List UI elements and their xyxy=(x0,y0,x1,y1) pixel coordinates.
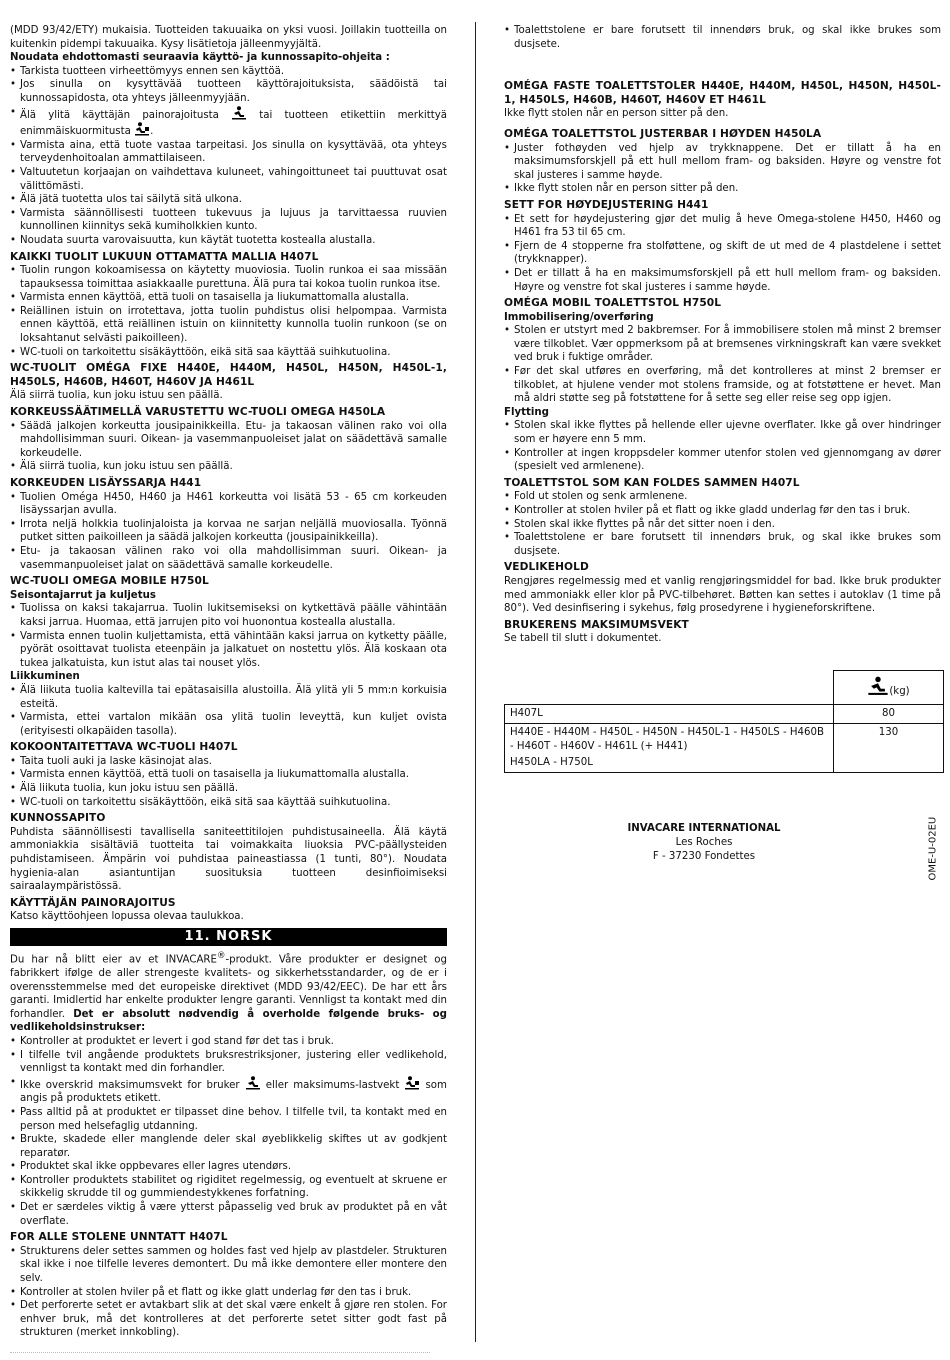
list-item-text: eller maksimums-lastvekt xyxy=(265,1079,400,1091)
list-item: • Tarkista tuotteen virheettömyys ennen sen käyttöä. xyxy=(10,65,447,79)
list-item: • Juster fothøyden ved hjelp av trykknappene. Det er tillatt å ha en maksimumsforskjell på ett hull mellom fram- og baksiden. Høyre og venstre fot skal justeres i samme høyde. xyxy=(504,142,941,183)
list-item: • Älä ylitä käyttäjän painorajoitusta tai tuotteen etikettiin merkittyä enimmäiskuormitusta . xyxy=(10,106,447,139)
norsk-intro xyxy=(10,950,447,1035)
list-item: • Før det skal utføres en overføring, må det kontrolleres at minst 2 bremser er tilkoblet, at hjulene vender mot stolens framside, og at fotstøttene er hevet. Man må aldri støtte seg på fotstøttene for å sette seg eller reise seg opp igjen. xyxy=(504,365,941,406)
load-weight-icon xyxy=(134,122,150,136)
list-item: • Etu- ja takaosan välinen rako voi olla mahdollisimman suuri. Oikean- ja vasemmanpuoleiset jalat on säädettävä samalle korkeudelle. xyxy=(10,545,447,572)
spacer xyxy=(504,121,941,125)
list-item: • Strukturens deler settes sammen og holdes fast ved hjelp av plastdeler. Strukturen skal ikke i noe tilfelle leveres demontert. Du må ikke demontere eller montere den selv. xyxy=(10,1245,447,1286)
section-heading: KOKOONTAITETTAVA WC-TUOLI H407L xyxy=(10,741,238,754)
table-cell xyxy=(505,723,834,772)
section-list xyxy=(504,142,941,196)
section-heading: KORKEUDEN LISÄYSSARJA H441 xyxy=(10,477,202,489)
list-item: • Et sett for høydejustering gjør det mulig å heve Omega-stolene H450, H460 og H461 fra 53 til 65 cm. xyxy=(504,213,941,240)
section-text: Se tabell til slutt i dokumentet. xyxy=(504,633,662,645)
list-item xyxy=(10,1076,447,1106)
list-item: • Varmista ennen käyttöä, että tuoli on tasaisella ja liukumattomalla alustalla. xyxy=(10,768,447,782)
section-list xyxy=(504,213,941,295)
list-item: • Tuolien Oméga H450, H460 ja H461 korkeutta voi lisätä 53 - 65 cm korkeuden lisäyssarjan avulla. xyxy=(10,491,447,518)
section-heading: OMÉGA TOALETTSTOL JUSTERBAR I HØYDEN H450LA xyxy=(504,127,822,140)
list-item: • Noudata suurta varovaisuutta, kun käytät tuotetta kostealla alustalla. xyxy=(10,234,447,248)
intro-bold: Det er absolutt nødvendig å overholde følgende bruks- og vedlikeholdsinstrukser: xyxy=(10,1008,447,1034)
user-weight-icon xyxy=(245,1076,261,1090)
spacer xyxy=(504,51,941,77)
table-row xyxy=(505,723,944,772)
subsection-heading: Immobilisering/overføring xyxy=(504,311,654,323)
list-item-text: Ikke overskrid maksimumsvekt for bruker xyxy=(20,1079,240,1091)
list-item: • Ikke flytt stolen når en person sitter på den. xyxy=(504,182,941,196)
list-item: • Älä liikuta tuolia kaltevilla tai epätasaisilla alustoilla. Älä ylitä yli 5 mm:n korkuisia esteitä. xyxy=(10,684,447,711)
list-item: • Kontroller at stolen hviler på et flatt og ikke gladd underlag før den tas i bruk. xyxy=(504,504,941,518)
list-item: • Kontroller at ingen kroppsdeler kommer utenfor stolen ved gjennomgang av dører (spesielt ved armlenene). xyxy=(504,447,941,474)
list-item: • Varmista ennen käyttöä, että tuoli on tasaisella ja liukumattomalla alustalla. xyxy=(10,291,447,305)
section-list xyxy=(10,684,447,738)
user-weight-icon xyxy=(867,676,889,696)
intro-text: (MDD 93/42/ETY) mukaisia. Tuotteiden takuuaika on yksi vuosi. Joillakin tuotteilla on kuitenkin pidempi takuuaika. Kysy lisätietoja jälleenmyyjältä. xyxy=(10,25,447,50)
list-item: • Pass alltid på at produktet er tilpasset dine behov. I tilfelle tvil, ta kontakt med en person med helsefaglig utdanning. xyxy=(10,1106,447,1133)
list-item: • Kontroller at produktet er levert i god stand før det tas i bruk. xyxy=(10,1035,447,1049)
section-heading: FOR ALLE STOLENE UNNTATT H407L xyxy=(10,1231,228,1244)
divider xyxy=(10,1352,430,1355)
norsk-list xyxy=(10,1035,447,1228)
table-header-cell xyxy=(834,670,944,704)
table-cell: 130 xyxy=(834,723,944,772)
section-heading: WC-TUOLIT OMÉGA FIXE H440E, H440M, H450L, H450N, H450L-1, H450LS, H460B, H460T, H460V JA H461L xyxy=(10,362,447,388)
intro-part: -produkt. Våre produkter er designet og fabrikkert ifølge de aller strengeste kvalitets- og sikkerhetsstandarder, og de er i overensstemmelse med det europeiske direktivet (MDD 93/42/EEC). De har ett års garanti. Imidlertid har enkelte produkter lengre garanti. Vennligst ta kontakt med din forhandler. xyxy=(10,954,448,1020)
list-item: • Kontroller produktets stabilitet og rigiditet regelmessig, og eventuelt at skruene er skikkelig skrudde til og gummiendestykkenes forfatning. xyxy=(10,1174,447,1201)
section-list xyxy=(504,24,941,51)
list-item: • Det er særdeles viktig å være ytterst påpasselig ved bruk av produktet på en våt overflate. xyxy=(10,1201,447,1228)
section-heading: VEDLIKEHOLD xyxy=(504,561,589,574)
list-item: • Fold ut stolen og senk armlenene. xyxy=(504,490,941,504)
table-cell: H407L xyxy=(505,704,834,723)
warning-heading: Noudata ehdottomasti seuraavia käyttö- ja kunnossapito-ohjeita : xyxy=(10,52,390,64)
table-header-row xyxy=(505,670,944,704)
list-item: • Stolen skal ikke flyttes på hellende eller ujevne overflater. Ikke gå over hindringer som er høyere enn 5 mm. xyxy=(504,419,941,446)
document-code xyxy=(926,812,942,882)
user-weight-icon xyxy=(231,106,247,120)
list-item: • Stolen er utstyrt med 2 bakbremser. For å immobilisere stolen må minst 2 bremser være tilkoblet. Vær oppmerksom på at bremsenes virkningskraft kan være svekket ved bruk i fuktige områder. xyxy=(504,324,941,365)
list-item: • Älä siirrä tuolia, kun joku istuu sen päällä. xyxy=(10,460,447,474)
list-item: • Det er tillatt å ha en maksimumsforskjell på ett hull mellom fram- og baksiden. Høyre og venstre fot skal justeres i samme høyde. xyxy=(504,267,941,294)
list-item-text: Älä ylitä käyttäjän painorajoitusta xyxy=(20,109,219,121)
list-item: • WC-tuoli on tarkoitettu sisäkäyttöön, eikä sitä saa käyttää suihkutuolina. xyxy=(10,346,447,360)
list-item: • Valtuutetun korjaajan on vaihdettava kuluneet, vahingoittuneet tai puuttuvat osat välittömästi. xyxy=(10,166,447,193)
unit-label: (kg) xyxy=(889,685,910,697)
list-item: • Stolen skal ikke flyttes på når det sitter noen i den. xyxy=(504,518,941,532)
section-list xyxy=(10,602,447,670)
list-item: • Fjern de 4 stopperne fra stolføttene, og skift de ut med de 4 plastdelene i settet (trykknapper). xyxy=(504,240,941,267)
table-cell xyxy=(505,670,834,704)
language-banner: 11. NORSK xyxy=(10,928,447,946)
left-column xyxy=(10,24,447,1340)
document-code-text: OME-U-02EU xyxy=(927,816,939,881)
subsection-heading: Liikkuminen xyxy=(10,671,80,683)
list-item-text: som angis på produktets etikett. xyxy=(20,1079,447,1105)
section-heading: TOALETTSTOL SOM KAN FOLDES SAMMEN H407L xyxy=(504,476,800,489)
list-item: • Jos sinulla on kysyttävää tuotteen käyttörajoituksista, säädöistä tai kunnossapidosta, ota yhteys jälleenmyyjään. xyxy=(10,78,447,105)
section-heading: KORKEUSSÄÄTIMELLÄ VARUSTETTU WC-TUOLI OMEGA H450LA xyxy=(10,406,386,419)
footer-line: Les Roches xyxy=(675,837,733,848)
footer-address xyxy=(604,822,804,864)
table-cell: 80 xyxy=(834,704,944,723)
section-list xyxy=(10,491,447,573)
list-item: • Det perforerte setet er avtakbart slik at det skal være enkelt å gjøre ren stolen. For enhver bruk, må det kontrolleres at det perforerte setet sitter godt fast på strukturen (merket innkobling). xyxy=(10,1299,447,1340)
list-item: • Tuolin rungon kokoamisessa on käytetty muoviosia. Tuolin runkoa ei saa missään tapauksessa toimittaa asiakkaalle purettuna. Älä pura tai kokoa tuolin runkoa itse. xyxy=(10,264,447,291)
table-cell-text: H450LA - H750L xyxy=(510,756,593,768)
list-item: • Produktet skal ikke oppbevares eller lagres utendørs. xyxy=(10,1160,447,1174)
table-row xyxy=(505,704,944,723)
section-heading: OMÉGA MOBIL TOALETTSTOL H750L xyxy=(504,297,722,310)
list-item: • Brukte, skadede eller manglende deler skal øyeblikkelig skiftes ut av godkjent reparatør. xyxy=(10,1133,447,1160)
intro-part: Du har nå blitt eier av et INVACARE xyxy=(10,954,217,966)
list-item: • Varmista, ettei vartalon mikään osa ylitä tuolin leveyttä, kun kuljet ovista (erityisesti olkapäiden tasolla). xyxy=(10,711,447,738)
warning-list xyxy=(10,65,447,248)
load-weight-icon xyxy=(404,1076,420,1090)
section-heading: KUNNOSSAPITO xyxy=(10,812,106,825)
column-divider xyxy=(475,22,476,1342)
list-item-text: tai tuotteen etikettiin merkittyä enimmäiskuormitusta xyxy=(20,109,447,138)
footer-org: INVACARE INTERNATIONAL xyxy=(627,823,781,834)
section-text: Katso käyttöohjeen lopussa olevaa taulukkoa. xyxy=(10,911,244,923)
section-heading: OMÉGA FASTE TOALETTSTOLER H440E, H440M, H450L, H450N, H450L-1, H450LS, H460B, H460T, H460V ET H461L xyxy=(504,80,941,106)
section-heading: KÄYTTÄJÄN PAINORAJOITUS xyxy=(10,896,176,909)
section-text: Puhdista säännöllisesti tavallisella saniteettitilojen puhdistusaineella. Älä käytä ammoniakkia sisältäviä tuotteita tai voimakkaita liuoksia PVC-päällysteiden puhdistamiseen. Ämpärin voi puhdistaa paineastiassa (1 tunti, 80°). Noudata hygienia-alan asiantuntijan suosituksia tuotteen desinfioimiseksi sairaalaympäristössä. xyxy=(10,826,447,893)
list-item: • Kontroller at stolen hviler på et flatt og ikke glatt underlag før den tas i bruk. xyxy=(10,1286,447,1300)
section-text: Rengjøres regelmessig med et vanlig rengjøringsmiddel for bad. Ikke bruk produkter med ammoniakk eller klor på PVC-tilbehøret. Bøtten kan settes i autoklav (1 time på 80°). Ved desinfisering i sykehus, følg prosedyrene i hygieneforskriftene. xyxy=(504,575,941,615)
list-item: • Toalettstolene er bare forutsett til innendørs bruk, og skal ikke brukes som dusjsete. xyxy=(504,531,941,558)
list-item: • I tilfelle tvil angående produktets bruksrestriksjoner, justering eller vedlikehold, vennligst ta kontakt med din forhandler. xyxy=(10,1049,447,1076)
section-list xyxy=(10,420,447,474)
list-item: • Varmista säännöllisesti tuotteen tukevuus ja lujuus ja tarvittaessa ruuvien kunnollinen kiinnitys sekä kumiholkkien kunto. xyxy=(10,207,447,234)
section-text: Älä siirrä tuolia, kun joku istuu sen päällä. xyxy=(10,390,223,402)
section-heading: KAIKKI TUOLIT LUKUUN OTTAMATTA MALLIA H407L xyxy=(10,250,319,263)
registered-mark: ® xyxy=(216,951,226,961)
list-item: • Tuolissa on kaksi takajarrua. Tuolin lukitsemiseksi on kytkettävä päälle vähintään kaksi jarrua. Huomaa, että jarrujen pito voi huonontua kostealla alustalla. xyxy=(10,602,447,629)
section-list xyxy=(10,264,447,359)
list-item: • Varmista ennen tuolin kuljettamista, että vähintään kaksi jarrua on kytketty päälle, pyörät osoittavat tuolista eteenpäin ja jalkatuet on nostettu ylös. Älä koskaan ota tukea jalkatuista, kun istut alas tai nouset ylös. xyxy=(10,630,447,671)
section-list xyxy=(504,490,941,558)
weight-table xyxy=(504,670,944,773)
section-heading: BRUKERENS MAKSIMUMSVEKT xyxy=(504,618,689,631)
list-item: • Reiällinen istuin on irrotettava, jotta tuolin puhdistus olisi helpompaa. Varmista ennen käyttöä, että reiällinen istuin on kiinnitetty kunnolla tuolin runkoon (se on loksahtanut selvästi paikoilleen). xyxy=(10,305,447,346)
list-item: • Taita tuoli auki ja laske käsinojat alas. xyxy=(10,755,447,769)
list-item: • Säädä jalkojen korkeutta jousipainikkeilla. Etu- ja takaosan välinen rako voi olla mahdollisimman suuri. Oikean- ja vasemmanpuoleiset jalat on säädettävä samalle korkeudelle. xyxy=(10,420,447,461)
subsection-heading: Flytting xyxy=(504,406,549,418)
right-column xyxy=(504,24,941,773)
section-heading: SETT FOR HØYDEJUSTERING H441 xyxy=(504,198,709,211)
section-list xyxy=(504,324,941,406)
section-text: Ikke flytt stolen når en person sitter på den. xyxy=(504,108,729,120)
section-list xyxy=(504,419,941,473)
section-list xyxy=(10,1245,447,1340)
list-item: • Älä jätä tuotetta ulos tai säilytä sitä ulkona. xyxy=(10,193,447,207)
list-item: • Varmista aina, että tuote vastaa tarpeitasi. Jos sinulla on kysyttävää, ota yhteys terveydenhoitoalan ammattilaiseen. xyxy=(10,139,447,166)
list-item: • WC-tuoli on tarkoitettu sisäkäyttöön, eikä sitä saa käyttää suihkutuolina. xyxy=(10,796,447,810)
list-item: • Toalettstolene er bare forutsett til innendørs bruk, og skal ikke brukes som dusjsete. xyxy=(504,24,941,51)
list-item: • Irrota neljä holkkia tuolinjaloista ja korvaa ne sarjan neljällä muoviosalla. Työnnä putket sitten paikoilleen ja säädä jalkojen korkeutta (jousipainikkeilla). xyxy=(10,518,447,545)
footer-line: F - 37230 Fondettes xyxy=(652,851,756,862)
table-cell-text: H440E - H440M - H450L - H450N - H450L-1 - H450LS - H460B - H460T - H460V - H461L (+ H441) xyxy=(510,726,824,752)
list-item: • Älä liikuta tuolia, kun joku istuu sen päällä. xyxy=(10,782,447,796)
section-heading: WC-TUOLI OMEGA MOBILE H750L xyxy=(10,575,209,588)
subsection-heading: Seisontajarrut ja kuljetus xyxy=(10,589,156,601)
section-list xyxy=(10,755,447,809)
